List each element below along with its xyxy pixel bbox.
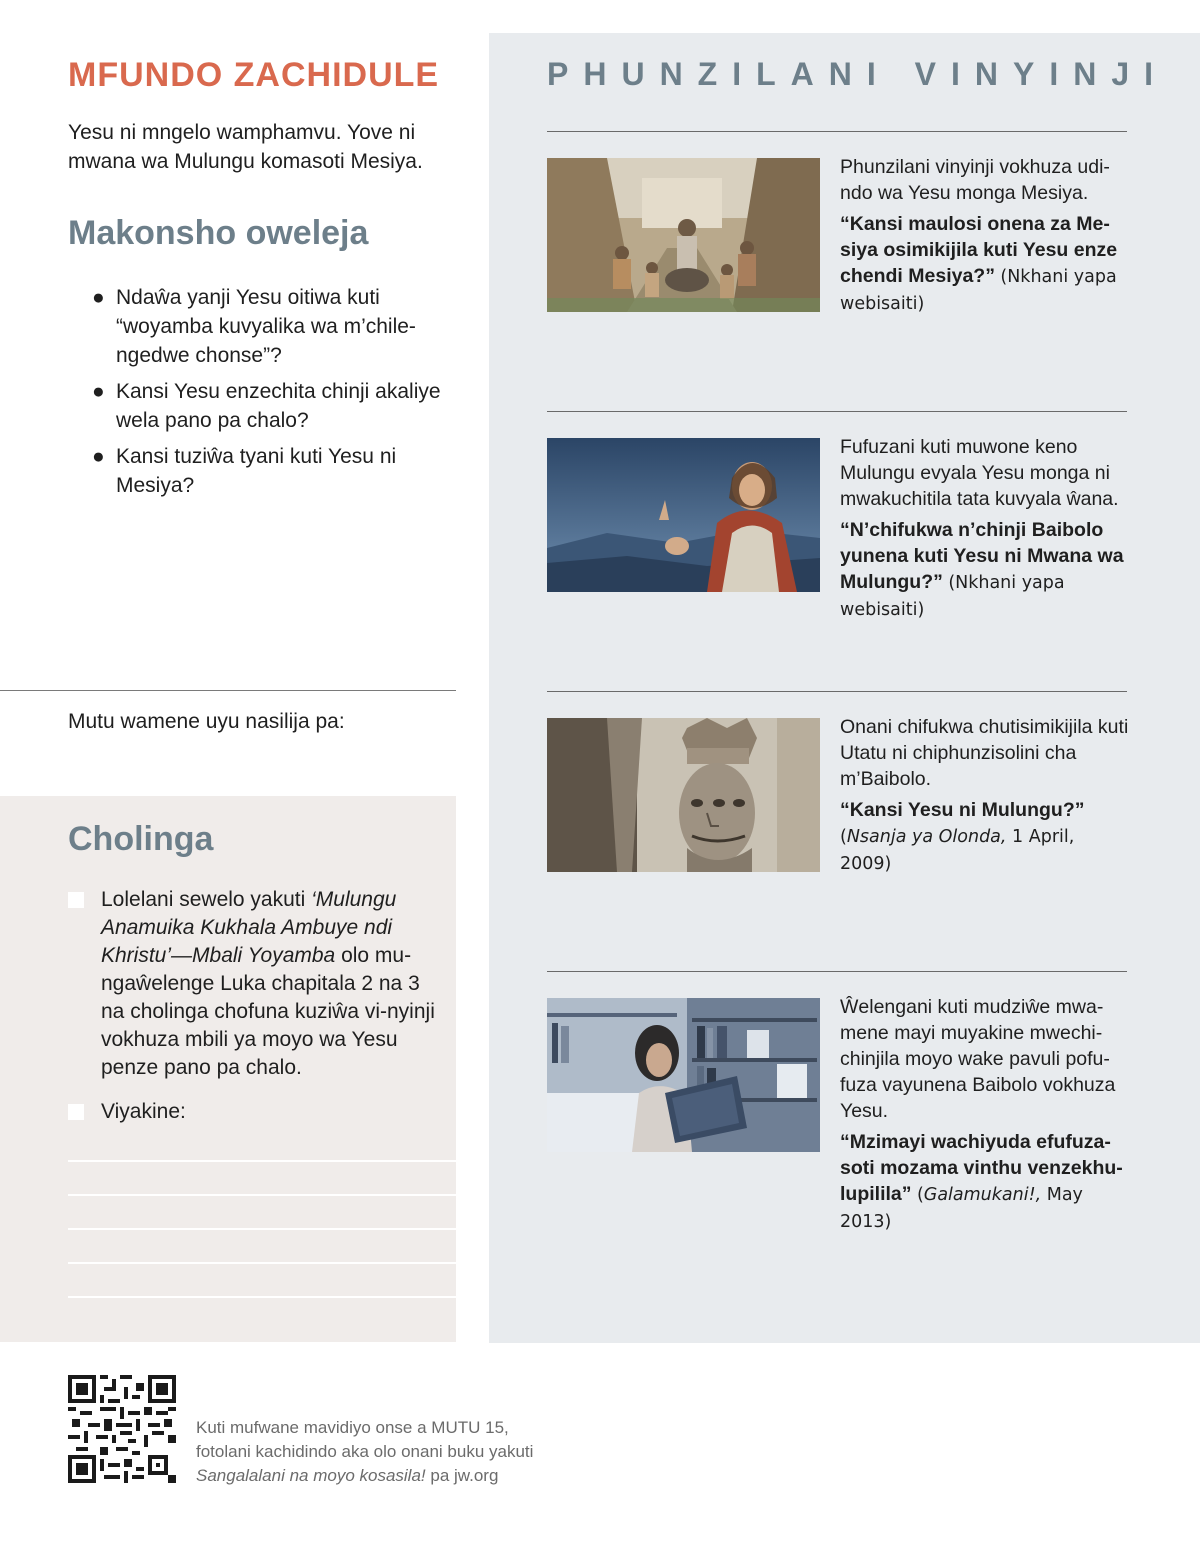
goal-item-video: Lolelani sewelo yakuti ‘Mulungu Anamuika Kukhala Ambuye ndi Khristu’—Mbali Yoyamba olo mu-ngaŵelenge Luka chapitala 2 na 3 na cholinga chofuna kuziŵa vi-nyinji vokhuza mbili ya moyo wa Yesu penze pano pa chalo. xyxy=(68,886,438,1082)
write-line[interactable] xyxy=(68,1296,456,1298)
review-question: ● Kansi tuziŵa tyani kuti Yesu ni Mesiya? xyxy=(90,442,460,500)
completion-note: Mutu wamene uyu nasilija pa: xyxy=(68,710,345,733)
article-intro: Phunzilani vinyinji vokhuza udi-ndo wa Yesu monga Mesiya. xyxy=(840,156,1110,204)
write-line[interactable] xyxy=(68,1228,456,1230)
article-link[interactable]: “Kansi Yesu ni Mulungu?” (Nsanja ya Olonda, 1 April, 2009) xyxy=(840,799,1085,874)
review-question: ● Ndaŵa yanji Yesu oitiwa kuti “woyamba kuvyalika wa m’chile-ngedwe chonse”? xyxy=(90,283,460,370)
article-link[interactable]: “N’chifukwa n’chinji Baibolo yunena kuti Yesu ni Mwana wa Mulungu?” (Nkhani yapa webisaiti) xyxy=(840,519,1124,620)
goal-checkbox[interactable] xyxy=(68,1104,84,1120)
bullet-icon: ● xyxy=(92,445,105,468)
article-intro: Onani chifukwa chutisimikijila kuti Utatu ni chiphunzisolini cha m’Baibolo. xyxy=(840,716,1129,790)
explore-divider xyxy=(547,411,1127,412)
article-intro: Fufuzani kuti muwone keno Mulungu evyala Yesu monga ni mwakuchitila tata kuvyala ŵana. xyxy=(840,436,1119,510)
bullet-icon: ● xyxy=(92,286,105,309)
article-image-woman-reading[interactable] xyxy=(547,998,820,1152)
write-line[interactable] xyxy=(68,1262,456,1264)
article-trinity xyxy=(840,714,1130,882)
review-question: ● Kansi Yesu enzechita chinji akaliye wela pano pa chalo? xyxy=(90,377,460,435)
footer-note: Kuti mufwane mavidiyo onse a MUTU 15, fotolani kachidindo aka olo onani buku yakuti Sangalalani na moyo kosasila! pa jw.org xyxy=(196,1418,534,1485)
article-intro: Ŵelengani kuti mudziŵe mwa-mene mayi muyakine mwechi-chinjila moyo wake pavuli pofu-fuza vayunena Baibolo vokhuza Yesu. xyxy=(840,996,1116,1122)
explore-divider xyxy=(547,971,1127,972)
article-link[interactable]: “Kansi maulosi onena za Me-siya osimikijila kuti Yesu enze chendi Mesiya?” (Nkhani yapa webisaiti) xyxy=(840,213,1118,314)
write-line[interactable] xyxy=(68,1194,456,1196)
summary-title: MFUNDO ZACHIDULE xyxy=(68,56,440,94)
article-image-messiah[interactable] xyxy=(547,158,820,312)
article-image-son-of-god[interactable] xyxy=(547,438,820,592)
article-link[interactable]: “Mzimayi wachiyuda efufuza-soti mozama vinthu venzekhu-lupilila” (Galamukani!, May 2013) xyxy=(840,1131,1123,1232)
explore-divider xyxy=(547,691,1127,692)
left-divider xyxy=(0,690,456,691)
goal-checkbox[interactable] xyxy=(68,892,84,908)
article-messiah xyxy=(840,154,1130,322)
article-image-trinity[interactable] xyxy=(547,718,820,872)
goal-item-other: Viyakine: xyxy=(68,1098,438,1126)
summary-text: Yesu ni mngelo wamphamvu. Yove ni mwana wa Mulungu komasoti Mesiya. xyxy=(68,121,423,173)
explore-title: PHUNZILANI VINYINJI xyxy=(547,56,1169,92)
article-son-of-god xyxy=(840,434,1130,628)
qr-code-icon[interactable] xyxy=(68,1375,176,1483)
bullet-icon: ● xyxy=(92,380,105,403)
goal-heading: Cholinga xyxy=(68,820,214,858)
review-heading: Makonsho oweleja xyxy=(68,214,369,252)
explore-divider xyxy=(547,131,1127,132)
review-questions-list xyxy=(90,283,460,507)
article-woman-reading xyxy=(840,994,1130,1240)
write-line[interactable] xyxy=(68,1160,456,1162)
